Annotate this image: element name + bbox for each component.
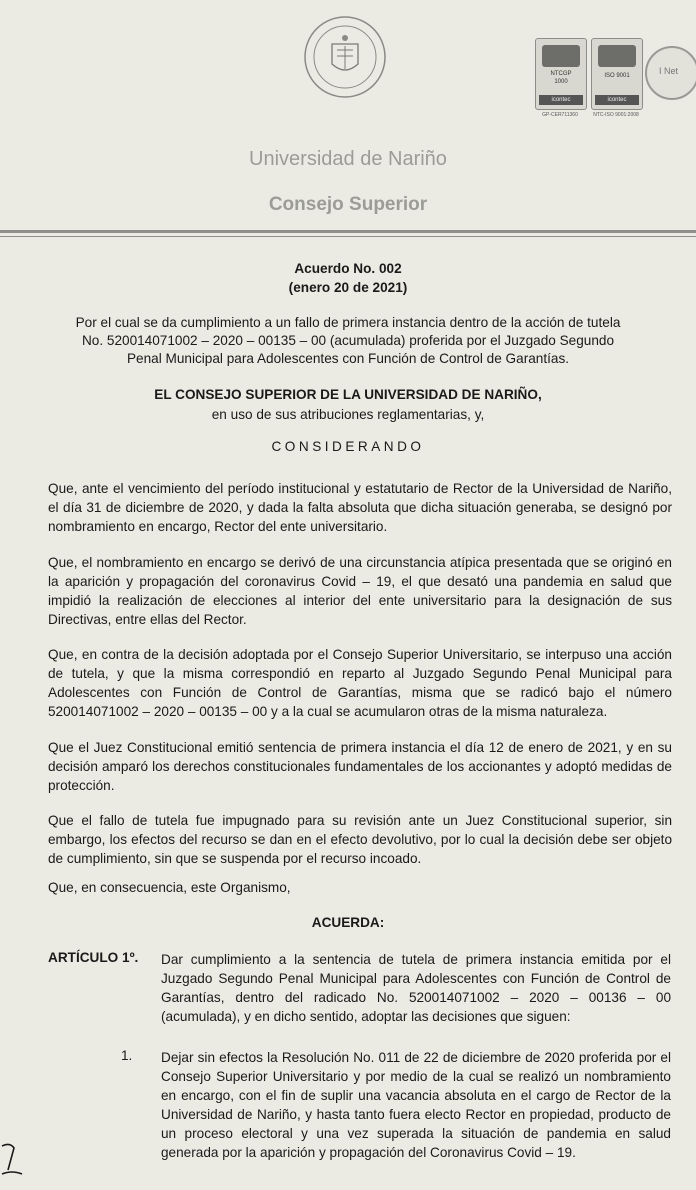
handwritten-mark — [0, 1140, 26, 1180]
considerando-heading: CONSIDERANDO — [271, 439, 425, 454]
cert-line2: 1000 — [554, 79, 568, 85]
article-label: ARTÍCULO 1º. — [48, 950, 139, 965]
acuerda-heading: ACUERDA: — [311, 915, 385, 930]
cert-brand: icontec — [539, 95, 583, 105]
council-name: Consejo Superior — [268, 194, 428, 215]
header-divider — [0, 230, 696, 233]
header-divider-thin — [0, 236, 696, 237]
considerando-paragraph: Que, en contra de la decisión adoptada por el Consejo Superior Universitario, se interpuso una acción de tutela, y que la misma correspondió en reparto al Juzgado Segundo Penal Municipal para Adolescentes con Función de Control de Garantías, misma que se radicó bajo el número 520014071002 – 2020 – 00135 – 00 y a la cual se acumularon otras de la misma naturaleza. — [48, 647, 672, 719]
cert-line1: NTCGP — [550, 71, 572, 77]
cert-code: GP-CER711360 — [542, 112, 578, 118]
considerando-paragraph: Que, ante el vencimiento del período institucional y estatutario de Rector de la Universidad de Nariño, el día 31 de diciembre de 2020, y dada la falta absoluta que dicha situación generaba, se designó por nombramiento en encargo, Rector del ente universitario. — [48, 481, 672, 534]
considerando-paragraph: Que, en consecuencia, este Organismo, — [48, 880, 291, 895]
agreement-number: Acuerdo No. 002 — [294, 261, 402, 276]
iso-certification-badge — [591, 38, 643, 110]
issuer-powers: en uso de sus atribuciones reglamentarias, y, — [211, 407, 485, 422]
considerando-paragraph: Que el Juez Constitucional emitió sentencia de primera instancia el día 12 de enero de 2021, y en su decisión amparó los derechos constitucionales fundamentales de los accionantes y adoptó medidas de protección. — [48, 740, 672, 793]
agreement-title — [0, 259, 696, 297]
considerando-paragraph: Que el fallo de tutela fue impugnado para su revisión ante un Juez Constitucional superior, sin embargo, los efectos del recurso se dan en el efecto devolutivo, por lo cual la decisión debe ser objeto de cumplimiento, sin que se suspenda por el recurso incoado. — [48, 813, 672, 866]
icontec-logo-icon — [598, 45, 636, 67]
university-seal — [302, 14, 388, 100]
agreement-date: (enero 20 de 2021) — [288, 280, 408, 295]
certification-logos — [533, 38, 693, 128]
iqnet-badge — [645, 46, 696, 100]
university-name: Universidad de Nariño — [249, 148, 447, 170]
item-number: 1. — [121, 1048, 133, 1063]
icontec-logo-icon — [542, 45, 580, 67]
cert-brand: icontec — [595, 95, 639, 105]
considerando-paragraph: Que, el nombramiento en encargo se derivó de una circunstancia atípica presentada que se originó en la aparición y propagación del coronavirus Covid – 19, el que desató una pandemia en salud que impidió la realización de elecciones al interior del ente universitario para la designación de sus Directivas, entre ellas del Rector. — [48, 555, 672, 627]
issuer-name: EL CONSEJO SUPERIOR DE LA UNIVERSIDAD DE NARIÑO, — [154, 387, 542, 402]
agreement-subject: Por el cual se da cumplimiento a un fallo de primera instancia dentro de la acción de tutela No. 520014071002 – 2020 – 00135 – 00 (acumulada) proferida por el Juzgado Segundo Penal Municipal para Adolescentes con Función de Control de Garantías. — [75, 315, 621, 366]
article-text: Dar cumplimiento a la sentencia de tutela de primera instancia emitida por el Juzgado Segundo Penal Municipal para Adolescentes con Función de Control de Garantías, dentro del radicado No. 520014071002 – 2020 – 00136 – 00 (acumulada), y en dicho sentido, adoptar las decisiones que siguen: — [161, 952, 671, 1024]
item-text: Dejar sin efectos la Resolución No. 011 de 22 de diciembre de 2020 proferida por el Consejo Superior Universitario y por medio de la cual se realizó un nombramiento en encargo, con el fin de suplir una vacancia absoluta en el cargo de Rector de la Universidad de Nariño, y hasta tanto fuera electo Rector en propiedad, producto de un proceso electoral y una vez superada la situación de pandemia en salud generada por la aparición y propagación del Coronavirus Covid – 19. — [161, 1050, 671, 1160]
cert-code: NTC-ISO 9001:2008 — [593, 112, 639, 118]
ntcgp-certification-badge — [535, 38, 587, 110]
cert-line1: ISO 9001 — [604, 73, 630, 79]
iqnet-label: I Net — [659, 66, 679, 76]
